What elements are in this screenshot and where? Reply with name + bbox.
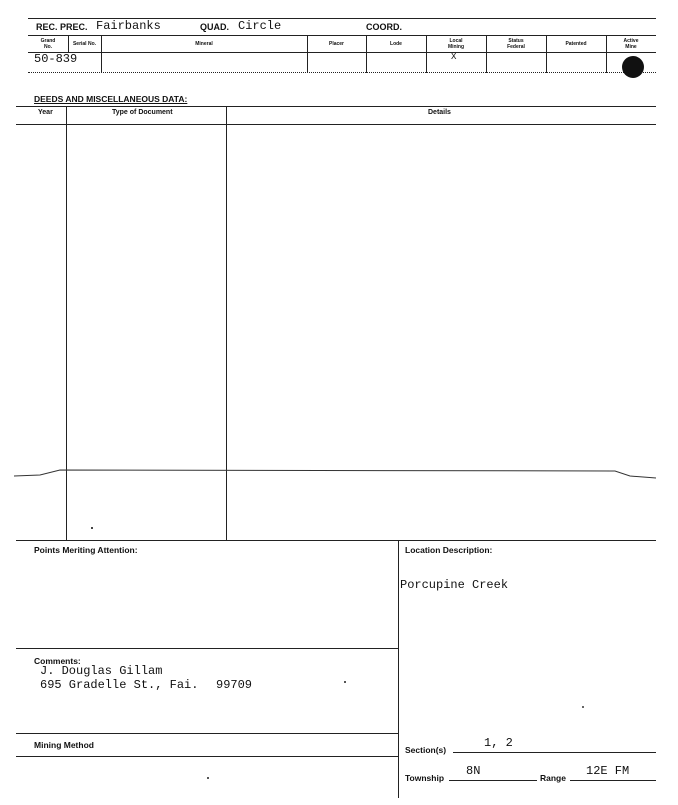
range-label: Range (540, 773, 566, 783)
rec-prec-value: Fairbanks (96, 19, 161, 33)
deeds-top-line (16, 106, 656, 107)
claim-table-header-bottom (28, 52, 656, 53)
fold-line (0, 462, 678, 488)
comments-bottom-line (16, 733, 398, 734)
township-underline (449, 780, 537, 781)
active-mine-dot (622, 56, 644, 78)
col-active-mine: Active Mine (623, 38, 639, 50)
points-label: Points Meriting Attention: (34, 545, 138, 555)
col-lode: Lode (390, 41, 402, 47)
claim-table-top (28, 35, 656, 36)
range-value: 12E FM (586, 764, 630, 778)
col-placer: Placer (328, 41, 344, 47)
quad-value: Circle (238, 19, 282, 33)
col-status-federal: Status Federal (507, 38, 525, 50)
sections-value: 1, 2 (484, 736, 513, 750)
comments-zip: 99709 (216, 678, 253, 692)
deeds-title: DEEDS AND MISCELLANEOUS DATA: (34, 94, 188, 104)
coord-label: COORD. (366, 22, 402, 32)
deeds-bottom-line (16, 540, 656, 541)
col-mineral: Mineral (195, 41, 213, 47)
local-mining-mark: X (451, 52, 457, 62)
comments-line-1: J. Douglas Gillam (40, 664, 163, 678)
rec-prec-label: REC. PREC. (36, 22, 88, 32)
range-underline (570, 780, 656, 781)
grand-no-value: 50-839 (34, 52, 78, 66)
location-value: Porcupine Creek (400, 578, 509, 592)
speck (207, 777, 209, 779)
col-serial-no: Serial No. (72, 41, 97, 47)
mining-method-label: Mining Method (34, 740, 94, 750)
col-grand-no: Grand No. (40, 38, 56, 50)
mining-method-line (16, 756, 398, 757)
deeds-header-line (16, 124, 656, 125)
col-patented: Patented (565, 41, 587, 47)
deeds-col-details: Details (428, 109, 451, 116)
sections-underline (453, 752, 656, 753)
sections-label: Section(s) (405, 745, 447, 755)
quad-label: QUAD. (200, 22, 229, 32)
deeds-col-year: Year (38, 109, 53, 116)
township-value: 8N (466, 764, 481, 778)
speck (91, 527, 93, 529)
speck (344, 681, 346, 683)
deeds-col-type: Type of Document (112, 109, 173, 116)
township-label: Township (405, 773, 445, 783)
speck (582, 706, 584, 708)
col-local-mining: Local Mining (447, 38, 465, 50)
comments-label: Comments: (34, 656, 81, 666)
location-label: Location Description: (405, 545, 493, 555)
comments-line-2: 695 Gradelle St., Fai. (40, 678, 199, 692)
lower-divider (398, 540, 399, 798)
points-bottom-line (16, 648, 398, 649)
claim-table-bottom (28, 72, 656, 73)
